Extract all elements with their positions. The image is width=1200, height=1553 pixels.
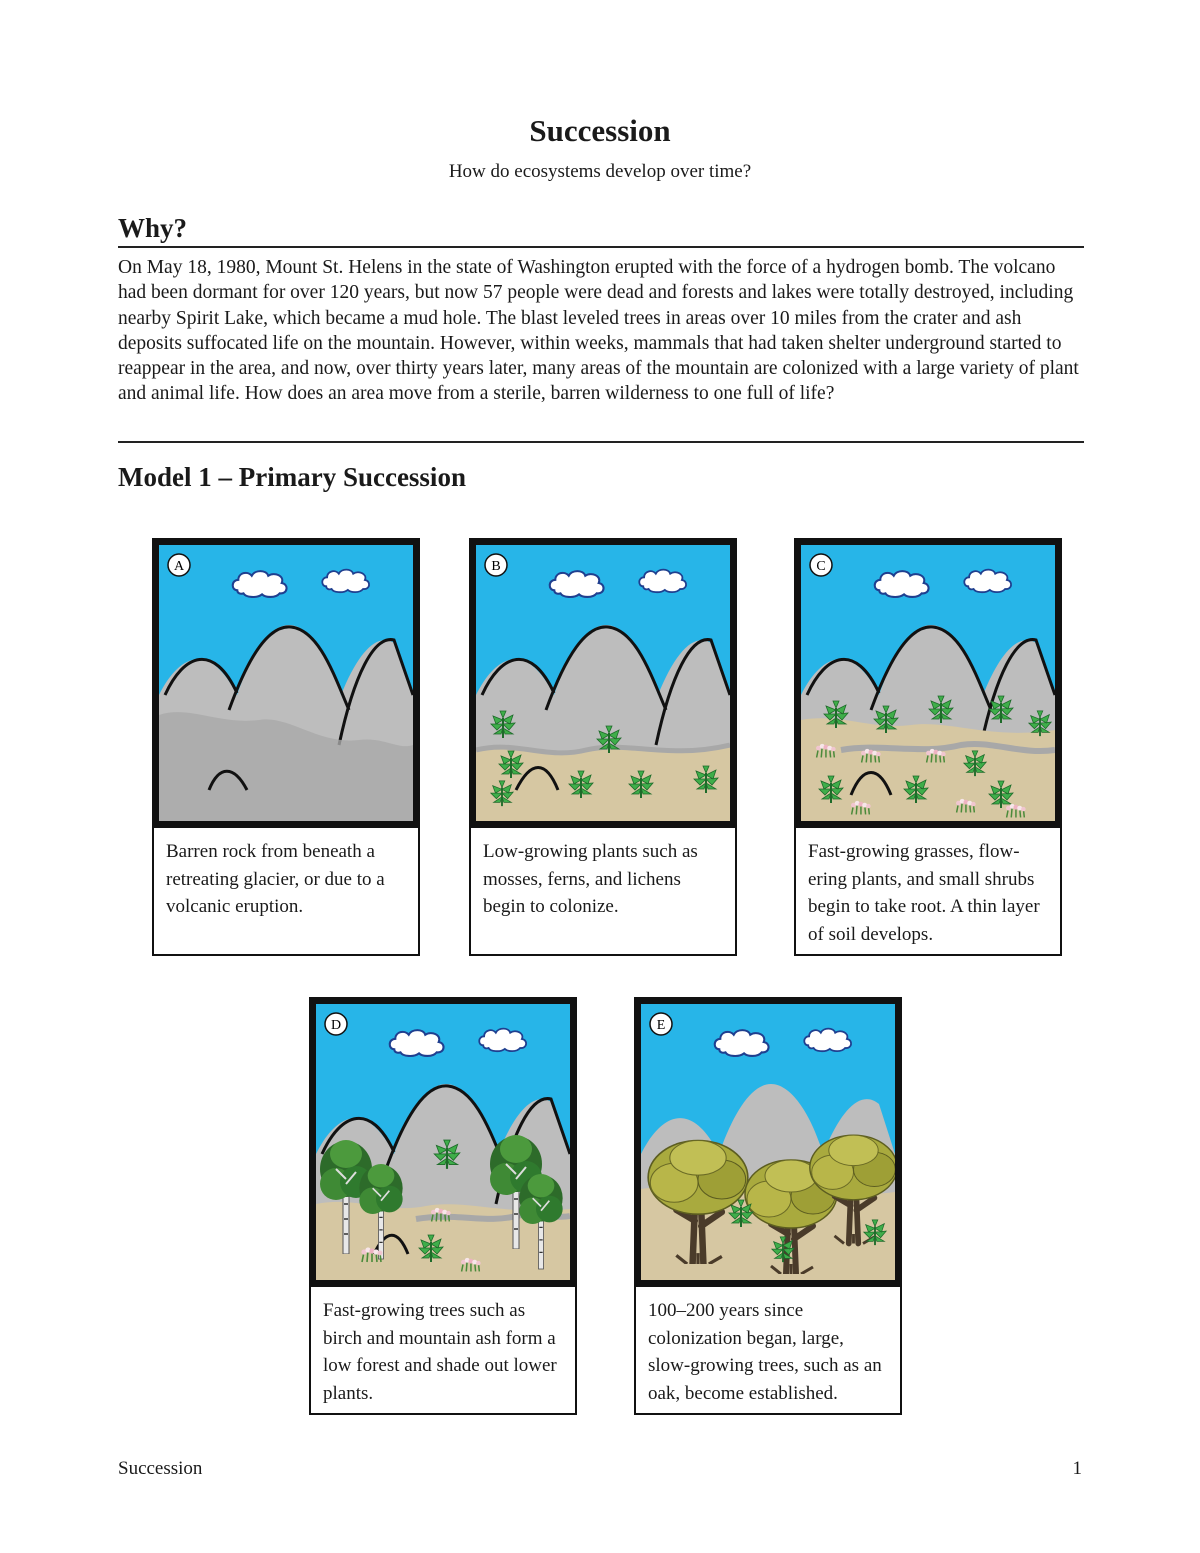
panel-a-caption: Barren rock from beneath a retreating glacier, or due to a volcanic eruption.	[152, 828, 420, 956]
why-bottom-rule	[118, 441, 1084, 443]
panel-b-illustration	[469, 538, 737, 828]
panel-b-caption: Low-growing plants such as mosses, ferns, and lichens begin to colonize.	[469, 828, 737, 956]
panel-a-illustration	[152, 538, 420, 828]
why-heading: Why?	[118, 213, 188, 243]
panel-d-illustration	[309, 997, 577, 1287]
footer-title: Succession	[118, 1458, 203, 1479]
panel-e-illustration	[634, 997, 902, 1287]
page-subtitle: How do ecosystems develop over time?	[448, 161, 752, 182]
page-number: 1	[1072, 1458, 1082, 1479]
why-body: On May 18, 1980, Mount St. Helens in the state of Washington erupted with the force of a hydrogen bomb. The volcano had been dormant for over 120 years, but now 57 people were dead and forests and lakes were totally destroyed, including nearby Spirit Lake, which became a mud hole. The blast leveled trees in areas over 10 miles from the crater and ash deposits suffocated life on the mountain. However, within weeks, mammals that had taken shelter underground started to reappear in the area, and now, over thirty years later, many areas of the mountain are colonized with a large variety of plant and animal life. How does an area move from a sterile, barren wilderness to one full of life?	[118, 257, 1079, 405]
panel-e-letter: E	[656, 1018, 666, 1033]
panel-c-caption: Fast-growing grasses, flow-ering plants, and small shrubs begin to take root. A thin layer of soil develops.	[794, 828, 1062, 956]
page-title: Succession	[529, 113, 671, 148]
panel-d-letter: D	[330, 1018, 342, 1033]
panel-b-letter: B	[491, 559, 501, 574]
panel-a-letter: A	[173, 559, 185, 574]
panel-e-caption: 100–200 years since colonization began, large, slow-growing trees, such as an oak, become established.	[634, 1287, 902, 1415]
model-heading: Model 1 – Primary Succession	[118, 462, 466, 492]
panel-c-letter: C	[816, 559, 826, 574]
panel-d-caption: Fast-growing trees such as birch and mountain ash form a low forest and shade out lower plants.	[309, 1287, 577, 1415]
panel-c-illustration	[794, 538, 1062, 828]
why-top-rule	[118, 246, 1084, 248]
